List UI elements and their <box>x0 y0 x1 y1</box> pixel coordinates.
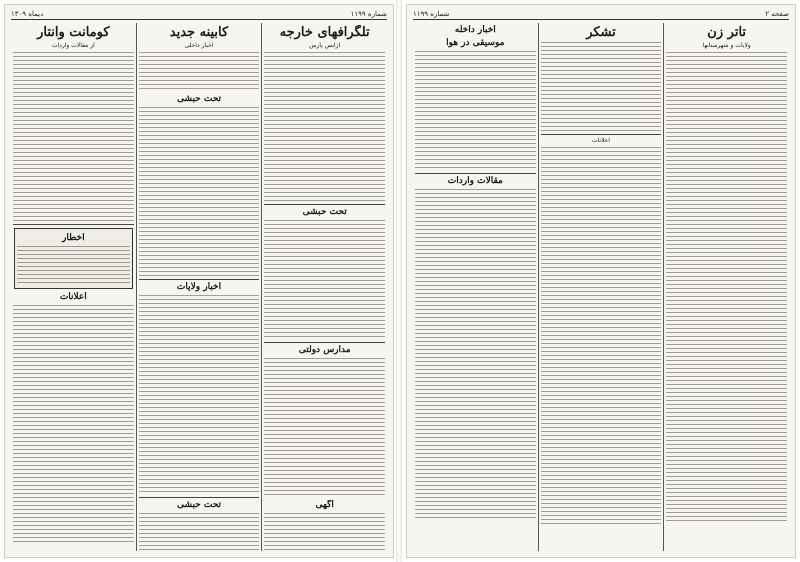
right-running-head <box>413 9 789 20</box>
section-heading: اخبار ولایات <box>176 282 222 292</box>
column-subhead: موسیقی در هوا <box>446 38 505 48</box>
column-headline: اخبار داخله <box>454 25 496 35</box>
section-heading: مدارس دولتی <box>298 345 351 355</box>
column-subhead: ولایات و شهرستانها <box>702 42 751 49</box>
column-headline: تشکر <box>586 25 616 40</box>
left-issue-number: شماره ۱۱۹۹ <box>350 10 387 18</box>
section-heading: تحت حبشی <box>176 94 222 104</box>
article-body <box>264 52 385 202</box>
article-body <box>139 52 260 92</box>
notice-box <box>14 228 133 289</box>
article-body <box>13 52 134 222</box>
article-body <box>13 305 134 545</box>
right-columns <box>413 23 789 551</box>
column-headline: کومانت وانتار <box>37 25 110 40</box>
right-page-number: صفحه ۲ <box>765 10 789 18</box>
section-heading: آگهی <box>315 500 334 510</box>
left-page <box>4 4 394 558</box>
column-headline: کابینه جدید <box>169 25 229 40</box>
article-body <box>264 513 385 551</box>
right-column-2 <box>538 23 664 551</box>
article-body <box>415 51 536 171</box>
column-subhead: اخبار داخلی <box>184 42 214 49</box>
column-subhead: از مقالات واردات <box>51 42 95 49</box>
column-subhead: اعلانات <box>592 137 610 144</box>
article-body <box>264 220 385 340</box>
section-heading: مقالات واردات <box>447 176 503 186</box>
left-columns <box>11 23 387 551</box>
right-column-3 <box>413 23 538 551</box>
left-column-2 <box>136 23 262 551</box>
section-heading: تحت حبشی <box>302 207 347 217</box>
article-body <box>541 147 662 527</box>
right-column-1 <box>663 23 789 551</box>
right-page <box>406 4 796 558</box>
article-body <box>139 513 260 551</box>
article-body <box>264 358 385 498</box>
left-column-3 <box>11 23 136 551</box>
section-heading: تحت حبشی <box>176 500 222 510</box>
section-heading: اعلانات <box>59 292 87 302</box>
column-headline: تلگرافهای خارجه <box>279 25 370 40</box>
article-body <box>139 295 260 495</box>
column-subhead: آژانس پارس <box>309 42 341 49</box>
left-column-1 <box>261 23 387 551</box>
notice-body <box>17 246 130 286</box>
article-body <box>415 189 536 519</box>
section-heading: اخطار <box>62 233 85 243</box>
left-running-head <box>11 9 387 20</box>
article-body <box>541 42 662 132</box>
right-issue-number: شماره ۱۱۹۹ <box>413 10 450 18</box>
page-gutter <box>396 0 402 562</box>
article-body <box>666 52 787 522</box>
left-issue-date: دیماه ۱۳۰۹ <box>11 10 44 18</box>
article-body <box>139 107 260 277</box>
column-headline: تاتر زن <box>707 25 747 40</box>
